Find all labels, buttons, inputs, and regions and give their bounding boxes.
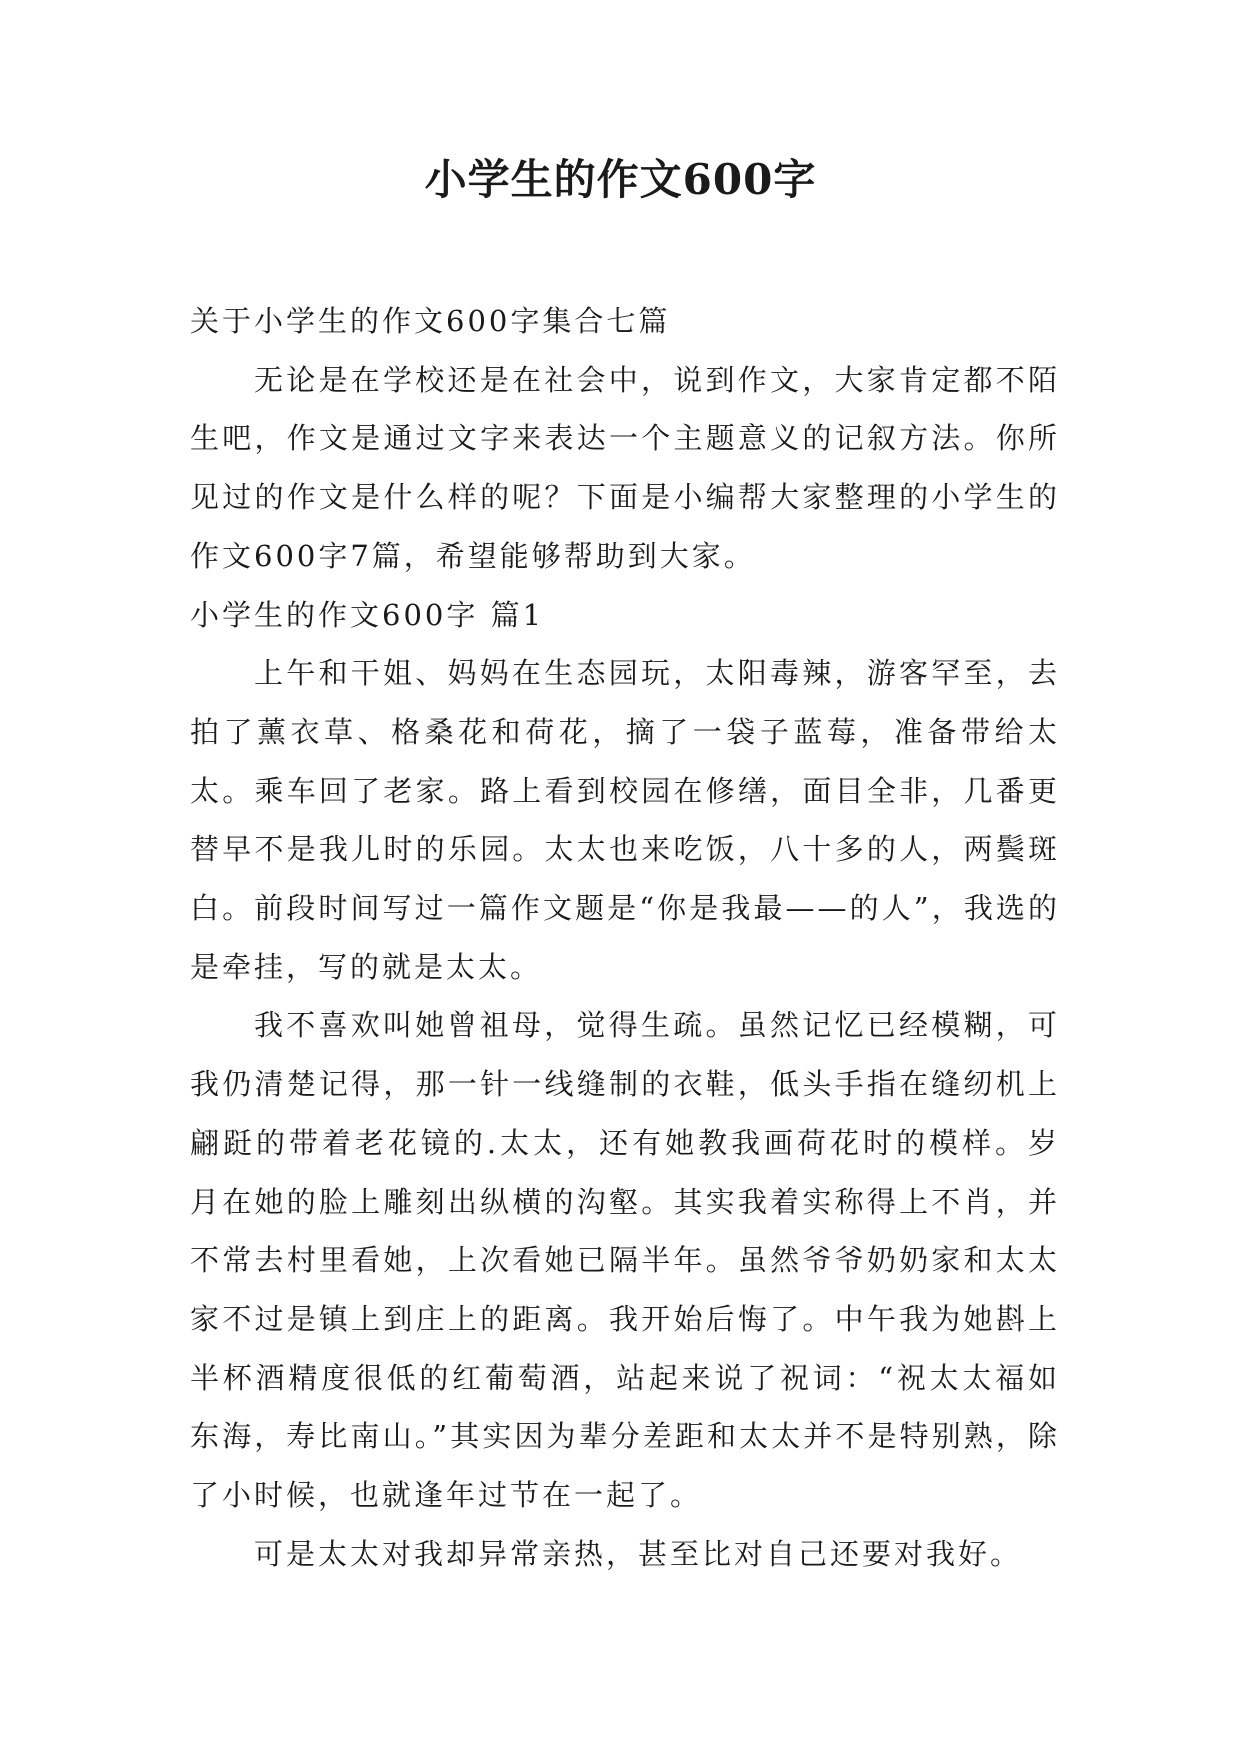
document-body [190,292,1060,1583]
document-title: 小学生的作文600字 [424,155,817,204]
paragraph: 我不喜欢叫她曾祖母，觉得生疏。虽然记忆已经模糊，可我仍清楚记得，那一针一线缝制的衣鞋，低头手指在缝纫机上翩跹的带着老花镜的.太太，还有她教我画荷花时的模样。岁月在她的脸上雕刻出纵横的沟壑。其实我着实称得上不肖，并不常去村里看她，上次看她已隔半年。虽然爷爷奶奶家和太太家不过是镇上到庄上的距离。我开始后悔了。中午我为她斟上半杯酒精度很低的红葡萄酒，站起来说了祝词：“祝太太福如东海，寿比南山。”其实因为辈分差距和太太并不是特别熟，除了小时候，也就逢年过节在一起了。 [190,1008,1060,1513]
paragraph: 小学生的作文600字 篇1 [190,597,545,632]
paragraph: 可是太太对我却异常亲热，甚至比对自己还要对我好。 [254,1536,1023,1571]
paragraph: 关于小学生的作文600字集合七篇 [190,304,671,338]
paragraph: 无论是在学校还是在社会中，说到作文，大家肯定都不陌生吧，作文是通过文字来表达一个主题意义的记叙方法。你所见过的作文是什么样的呢？下面是小编帮大家整理的小学生的作文600字7篇，希望能够帮助到大家。 [190,362,1060,573]
paragraph: 上午和干姐、妈妈在生态园玩，太阳毒辣，游客罕至，去拍了薰衣草、格桑花和荷花，摘了一袋子蓝莓，准备带给太太。乘车回了老家。路上看到校园在修缮，面目全非，几番更替早不是我儿时的乐园。太太也来吃饭，八十多的人，两鬓斑白。前段时间写过一篇作文题是“你是我最——的人”，我选的是牵挂，写的就是太太。 [190,656,1060,984]
